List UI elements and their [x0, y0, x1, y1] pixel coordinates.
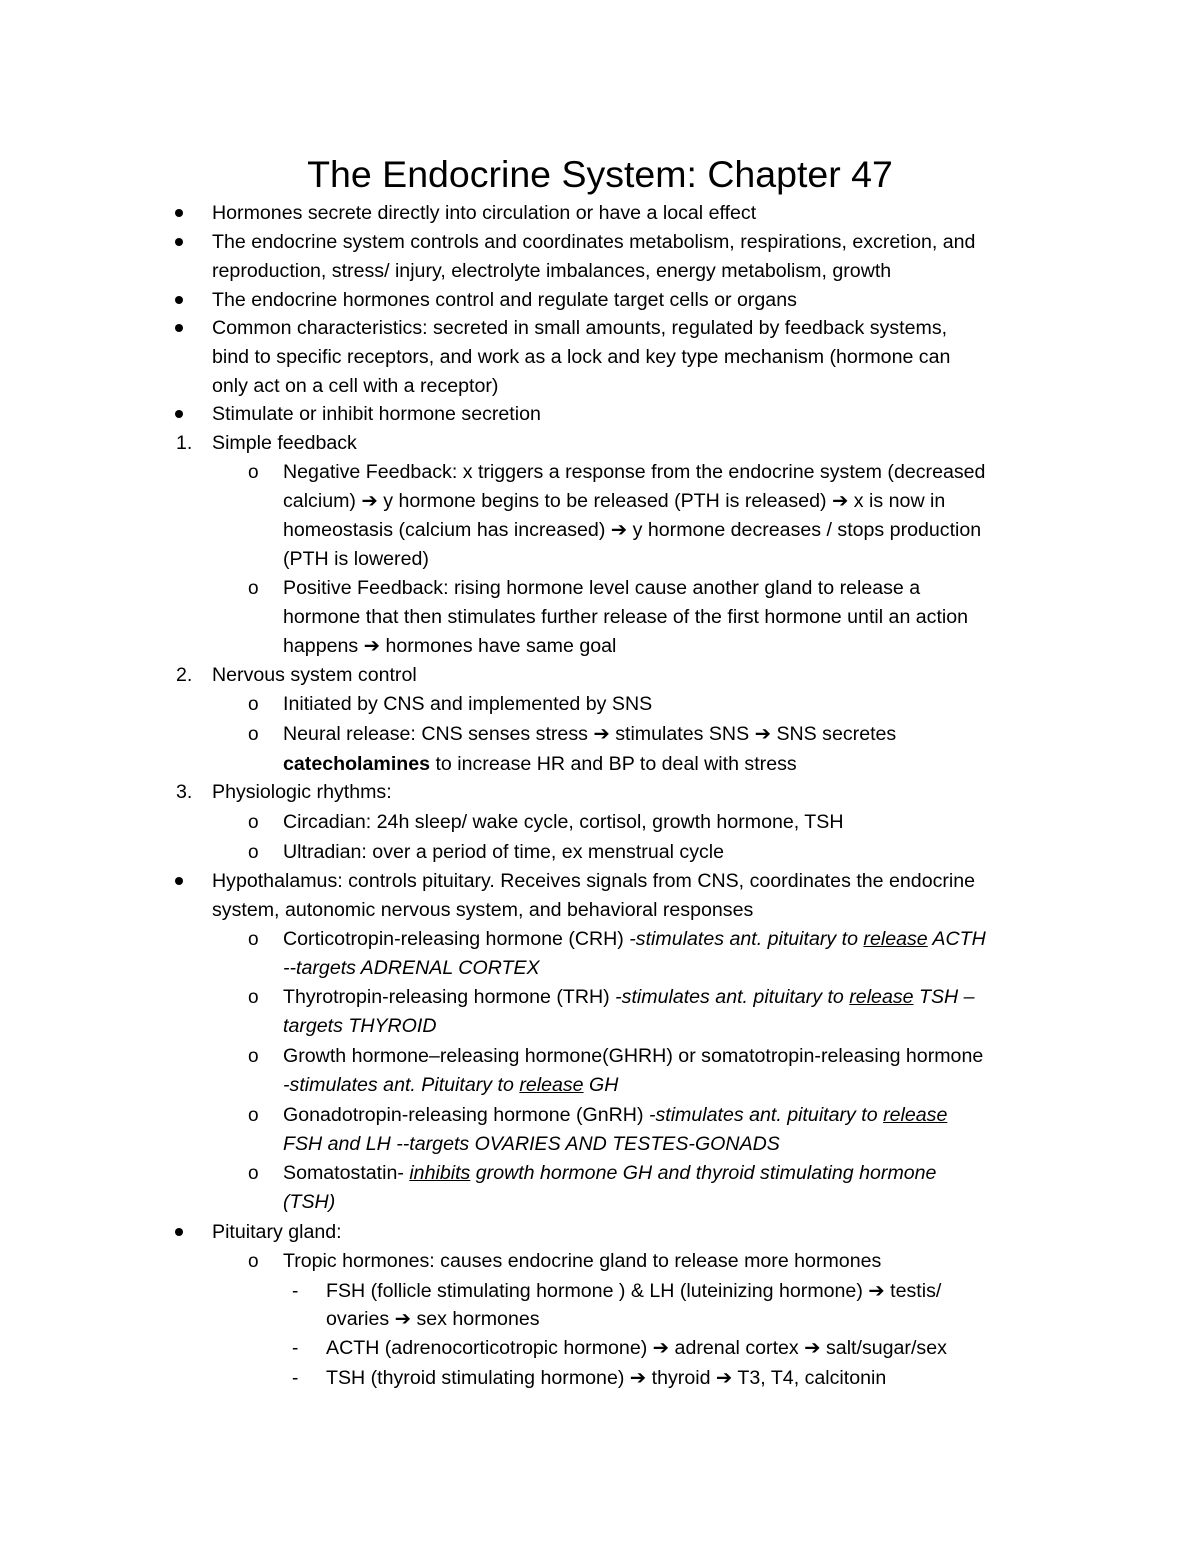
sub-bullet-icon: o — [248, 842, 259, 863]
sub-item-continuation — [283, 954, 540, 983]
sub-bullet-icon: o — [248, 724, 259, 745]
section-heading: Simple feedback — [212, 432, 357, 454]
sub-bullet-icon: o — [248, 812, 259, 833]
sub-bullet-icon: o — [248, 578, 259, 599]
dash-bullet-icon: - — [292, 1368, 299, 1389]
sub-item-continuation — [283, 750, 797, 779]
sub-item-continuation — [283, 1130, 780, 1159]
emphasis-underline: release — [863, 928, 928, 950]
sub-item-text: Tropic hormones: causes endocrine gland to release more hormones — [283, 1250, 882, 1272]
sub-item-text: Negative Feedback: x triggers a response from the endocrine system (decreased — [283, 461, 986, 483]
sub-item-text: Positive Feedback: rising hormone level cause another gland to release a — [283, 577, 921, 599]
emphasis-underline: inhibits — [409, 1162, 471, 1184]
hormone-name: Thyrotropin-releasing hormone (TRH) — [283, 986, 616, 1008]
hormone-action: -stimulates ant. pituitary to — [648, 1104, 884, 1126]
bullet-text: Stimulate or inhibit hormone secretion — [212, 403, 541, 425]
bullet-disc-icon — [175, 410, 183, 418]
sub-item-text — [283, 925, 986, 954]
section-heading: Physiologic rhythms: — [212, 781, 392, 803]
sub-item-continuation — [283, 1012, 437, 1041]
sub-item-continuation: (PTH is lowered) — [283, 548, 429, 570]
hormone-name: Corticotropin-releasing hormone (CRH) — [283, 928, 630, 950]
hormone-action: -stimulates ant. pituitary to — [615, 986, 850, 1008]
dash-item-text: TSH (thyroid stimulating hormone) ➔ thyroid ➔ T3, T4, calcitonin — [326, 1367, 887, 1389]
bullet-disc-icon — [175, 324, 183, 332]
bullet-disc-icon — [175, 296, 183, 304]
dash-bullet-icon: - — [292, 1338, 299, 1359]
sub-item-continuation: calcium) ➔ y hormone begins to be released (PTH is released) ➔ x is now in — [283, 490, 946, 512]
sub-item-continuation: hormone that then stimulates further release of the first hormone until an action — [283, 606, 969, 628]
bullet-text-continuation: reproduction, stress/ injury, electrolyte imbalances, energy metabolism, growth — [212, 260, 892, 282]
sub-bullet-icon: o — [248, 694, 259, 715]
dash-item-text: ACTH (adrenocorticotropic hormone) ➔ adrenal cortex ➔ salt/sugar/sex — [326, 1337, 947, 1359]
list-number: 3. — [176, 781, 193, 803]
section-heading: Nervous system control — [212, 664, 417, 686]
bullet-text: The endocrine system controls and coordinates metabolism, respirations, excretion, and — [212, 231, 976, 253]
sub-bullet-icon: o — [248, 987, 259, 1008]
sub-bullet-icon: o — [248, 462, 259, 483]
bullet-text-continuation: bind to specific receptors, and work as a lock and key type mechanism (hormone can — [212, 346, 951, 368]
emphasis-underline: release — [519, 1074, 584, 1096]
emphasis-underline: release — [849, 986, 914, 1008]
hormone-name: Gonadotropin-releasing hormone (GnRH) — [283, 1104, 649, 1126]
hormone-action: -stimulates ant. pituitary to — [629, 928, 864, 950]
list-number: 1. — [176, 432, 193, 454]
page-title: The Endocrine System: Chapter 47 — [307, 153, 893, 195]
hormone-target: targets THYROID — [283, 1015, 437, 1037]
bullet-disc-icon — [175, 238, 183, 246]
hormone-action: -stimulates ant. Pituitary to — [283, 1074, 520, 1096]
hormone-target: (TSH) — [283, 1191, 336, 1213]
hormone-name: Somatostatin- — [283, 1162, 410, 1184]
hormone-action: ACTH — [927, 928, 986, 950]
sub-bullet-icon: o — [248, 1105, 259, 1126]
bullet-disc-icon — [175, 1228, 183, 1236]
bullet-disc-icon — [175, 877, 183, 885]
bullet-text: The endocrine hormones control and regulate target cells or organs — [212, 289, 797, 311]
dash-item-continuation: ovaries ➔ sex hormones — [326, 1308, 540, 1330]
emphasis-underline: release — [883, 1104, 948, 1126]
sub-item-continuation: happens ➔ hormones have same goal — [283, 635, 617, 657]
sub-item-text: Initiated by CNS and implemented by SNS — [283, 693, 653, 715]
sub-item-text — [283, 1159, 936, 1188]
sub-item-continuation: homeostasis (calcium has increased) ➔ y hormone decreases / stops production — [283, 519, 982, 541]
sub-bullet-icon: o — [248, 1251, 259, 1272]
dash-item-text: FSH (follicle stimulating hormone ) & LH (luteinizing hormone) ➔ testis/ — [326, 1280, 942, 1302]
sub-item-text — [283, 1101, 947, 1130]
sub-item-text: Neural release: CNS senses stress ➔ stimulates SNS ➔ SNS secretes — [283, 723, 897, 745]
hormone-action: growth hormone GH and thyroid stimulating hormone — [470, 1162, 937, 1184]
bullet-text-continuation: system, autonomic nervous system, and behavioral responses — [212, 899, 754, 921]
sub-bullet-icon: o — [248, 1163, 259, 1184]
sub-item-continuation — [283, 1071, 618, 1100]
hormone-target: FSH and LH --targets OVARIES AND TESTES-GONADS — [283, 1133, 780, 1155]
bullet-disc-icon — [175, 209, 183, 217]
sub-bullet-icon: o — [248, 929, 259, 950]
bullet-text-continuation: only act on a cell with a receptor) — [212, 375, 499, 397]
bold-term: catecholamines — [283, 753, 431, 775]
hormone-action: TSH – — [913, 986, 975, 1008]
bullet-text: Hormones secrete directly into circulation or have a local effect — [212, 202, 757, 224]
sub-item-text: Growth hormone–releasing hormone(GHRH) or somatotropin-releasing hormone — [283, 1045, 984, 1067]
hormone-action: GH — [583, 1074, 619, 1096]
sub-bullet-icon: o — [248, 1046, 259, 1067]
list-number: 2. — [176, 664, 193, 686]
sub-item-text: Ultradian: over a period of time, ex menstrual cycle — [283, 841, 725, 863]
sub-item-continuation-text: to increase HR and BP to deal with stress — [430, 753, 797, 775]
bullet-text: Hypothalamus: controls pituitary. Receives signals from CNS, coordinates the endocrine — [212, 870, 976, 892]
bullet-text: Common characteristics: secreted in small amounts, regulated by feedback systems, — [212, 317, 948, 339]
hormone-target: --targets ADRENAL CORTEX — [283, 957, 540, 979]
bullet-text: Pituitary gland: — [212, 1221, 342, 1243]
sub-item-continuation — [283, 1188, 335, 1217]
sub-item-text: Circadian: 24h sleep/ wake cycle, cortisol, growth hormone, TSH — [283, 811, 844, 833]
dash-bullet-icon: - — [292, 1281, 299, 1302]
sub-item-text — [283, 983, 975, 1012]
